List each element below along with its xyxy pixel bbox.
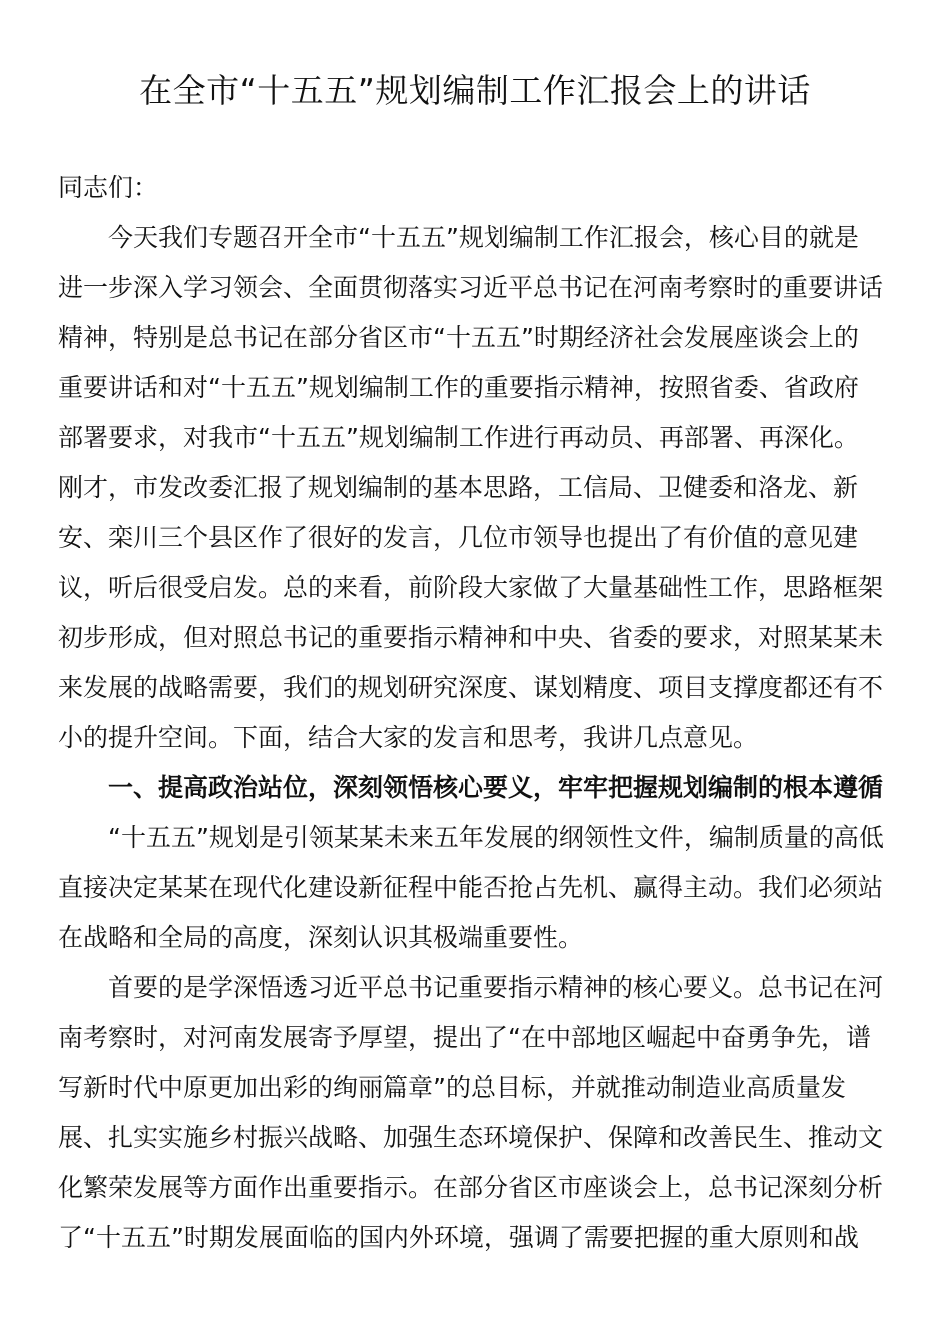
paragraph-line: 来发展的战略需要，我们的规划研究深度、谋划精度、项目支撑度都还有不 [58,673,884,702]
section-heading: 一、提高政治站位，深刻领悟核心要义，牢牢把握规划编制的根本遵循 [108,773,884,802]
paragraph-line: 小的提升空间。下面，结合大家的发言和思考，我讲几点意见。 [58,723,759,752]
paragraph-line: 了“十五五”时期发展面临的国内外环境，强调了需要把握的重大原则和战 [58,1223,859,1252]
salutation: 同志们： [58,173,159,202]
paragraph-line: 安、栾川三个县区作了很好的发言，几位市领导也提出了有价值的意见建 [58,523,859,552]
paragraph-line: 刚才，市发改委汇报了规划编制的基本思路，工信局、卫健委和洛龙、新 [58,473,859,502]
paragraph-line: 初步形成，但对照总书记的重要指示精神和中央、省委的要求，对照某某未 [58,623,884,652]
paragraph-line: 在战略和全局的高度，深刻认识其极端重要性。 [58,923,584,952]
document-title: 在全市“十五五”规划编制工作汇报会上的讲话 [139,71,811,110]
paragraph-line: 南考察时，对河南发展寄予厚望，提出了“在中部地区崛起中奋勇争先，谱 [58,1023,871,1052]
paragraph-line: 重要讲话和对“十五五”规划编制工作的重要指示精神，按照省委、省政府 [58,373,859,402]
paragraph-line: 首要的是学深悟透习近平总书记重要指示精神的核心要义。总书记在河 [108,973,884,1002]
paragraph-line: 直接决定某某在现代化建设新征程中能否抢占先机、赢得主动。我们必须站 [58,873,884,902]
paragraph-line: 精神，特别是总书记在部分省区市“十五五”时期经济社会发展座谈会上的 [58,323,859,352]
paragraph-line: 部署要求，对我市“十五五”规划编制工作进行再动员、再部署、再深化。 [58,423,859,452]
paragraph-line: 展、扎实实施乡村振兴战略、加强生态环境保护、保障和改善民生、推动文 [58,1123,884,1152]
paragraph-line: “十五五”规划是引领某某未来五年发展的纲领性文件，编制质量的高低 [108,823,884,852]
paragraph-line: 进一步深入学习领会、全面贯彻落实习近平总书记在河南考察时的重要讲话 [58,273,884,302]
paragraph-line: 化繁荣发展等方面作出重要指示。在部分省区市座谈会上，总书记深刻分析 [58,1173,884,1202]
paragraph-line: 写新时代中原更加出彩的绚丽篇章”的总目标，并就推动制造业高质量发 [58,1073,846,1102]
paragraph-line: 今天我们专题召开全市“十五五”规划编制工作汇报会，核心目的就是 [108,223,859,252]
paragraph-line: 议，听后很受启发。总的来看，前阶段大家做了大量基础性工作，思路框架 [58,573,884,602]
